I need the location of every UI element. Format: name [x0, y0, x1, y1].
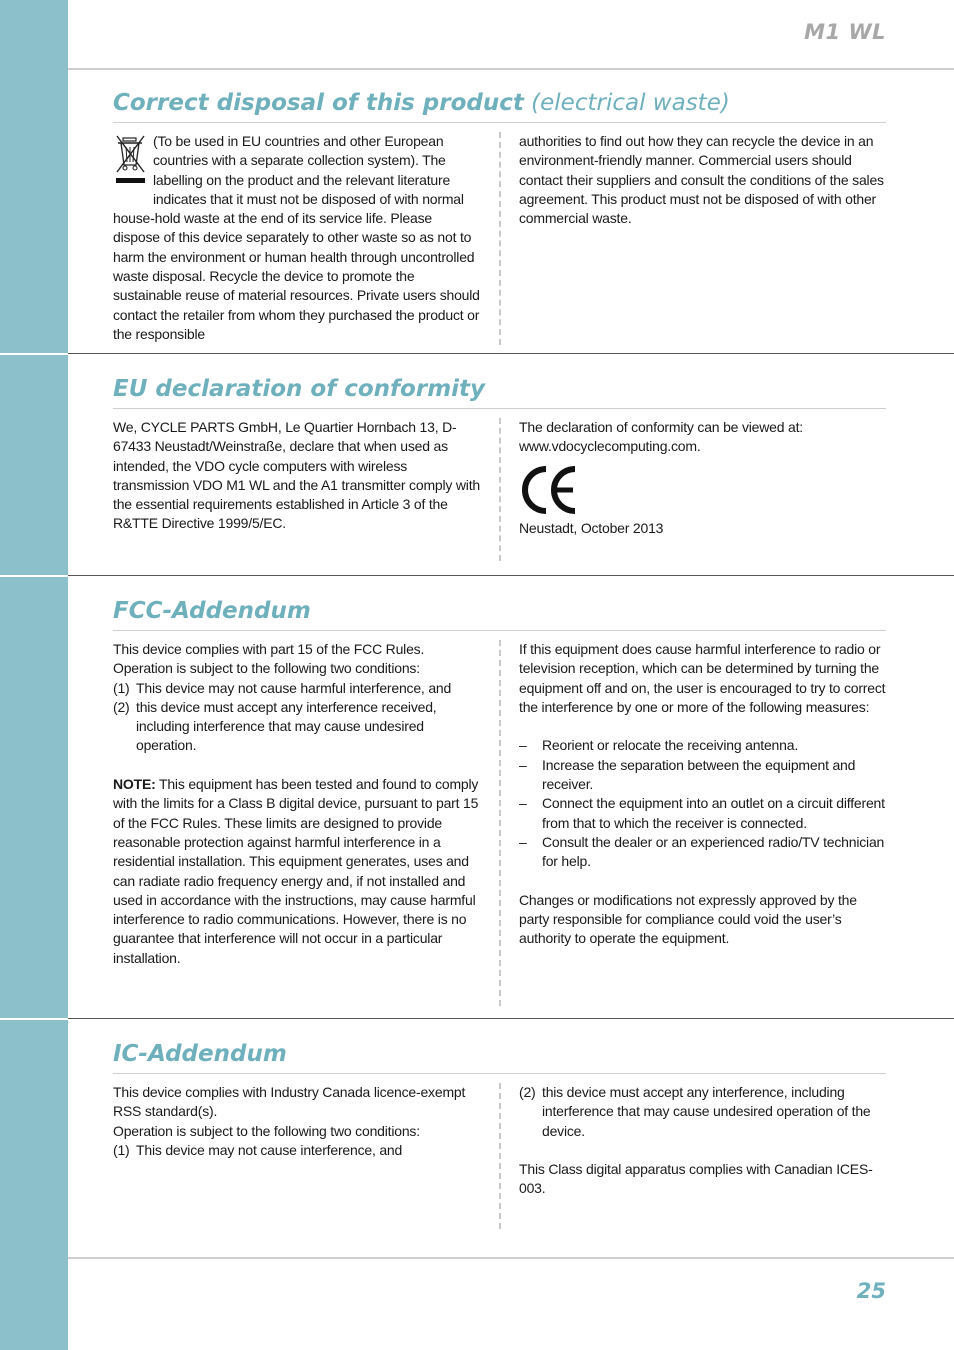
- column-left: [113, 418, 499, 561]
- column-left: [113, 640, 499, 1006]
- section-title: EU declaration of conformity: [113, 370, 886, 409]
- ic-intro: This device complies with Industry Canada licence-exempt RSS standard(s).: [113, 1084, 466, 1120]
- item-text: this device must accept any interference, including interference that may cause undesired operation of the device.: [542, 1084, 871, 1139]
- note-label: NOTE:: [113, 776, 156, 793]
- dash-bullet: –: [519, 756, 527, 773]
- column-left: [113, 132, 499, 345]
- section-rule: [68, 353, 954, 354]
- model-name: M1 WL: [804, 20, 886, 44]
- title-light: (electrical waste): [523, 90, 730, 116]
- header-rule: [68, 68, 954, 70]
- item-text: This device may not cause harmful interference, and: [136, 679, 452, 696]
- item-text: Consult the dealer or an experienced radio/TV technician for help.: [542, 833, 885, 870]
- footer-rule: [68, 1257, 954, 1259]
- section-ic: [113, 1035, 886, 1229]
- sidebar-divider: [0, 353, 68, 355]
- ic-class: This Class digital apparatus complies with Canadian ICES-003.: [519, 1161, 873, 1197]
- crossed-bin-icon: [113, 132, 147, 190]
- note-text: This equipment has been tested and found to comply with the limits for a Class B digital device, pursuant to part 15 of the FCC Rules. These limits are designed to provide reasonable protection against harmful interference in a residential installation. This equipment generates, uses and can radiate radio frequency energy and, if not installed and used in accordance with the instructions, may cause harmful interference to radio communications. However, there is no guarantee that interference will not occur in a particular installation.: [113, 776, 479, 966]
- column-left: [113, 1083, 499, 1229]
- section-title: IC-Addendum: [113, 1035, 886, 1074]
- fcc-conditions-intro: Operation is subject to the following two conditions:: [113, 660, 420, 677]
- fcc-changes: Changes or modifications not expressly approved by the party responsible for compliance could void the user’s authority to operate the equipment.: [519, 891, 857, 947]
- eu-place-date: Neustadt, October 2013: [519, 519, 664, 536]
- section-rule: [68, 1018, 954, 1019]
- list-item: [519, 833, 886, 872]
- ce-mark-icon: [519, 463, 579, 517]
- sidebar-band: [0, 0, 68, 1350]
- item-number: (1): [113, 679, 130, 696]
- list-item: [113, 679, 481, 698]
- page-number: 25: [856, 1279, 886, 1303]
- item-text: Increase the separation between the equipment and receiver.: [542, 756, 856, 793]
- section-title: [113, 84, 886, 123]
- eu-website: www.vdocyclecomputing.com.: [519, 438, 701, 455]
- item-number: (2): [519, 1084, 536, 1100]
- sidebar-divider: [0, 1018, 68, 1020]
- list-item: [519, 794, 886, 833]
- list-item: [113, 1141, 481, 1160]
- section-disposal: [113, 84, 886, 345]
- column-right: [499, 418, 886, 561]
- list-item: [519, 1083, 886, 1141]
- list-item: [519, 736, 886, 755]
- section-title: FCC-Addendum: [113, 592, 886, 631]
- column-right: [499, 1083, 886, 1229]
- item-text: Reorient or relocate the receiving antenna.: [542, 737, 799, 754]
- eu-viewed-at: The declaration of conformity can be viewed at:: [519, 419, 803, 435]
- fcc-intro: This device complies with part 15 of the FCC Rules.: [113, 641, 425, 657]
- section-fcc: [113, 592, 886, 1006]
- disposal-text-right: authorities to find out how they can recycle the device in an environment-friendly manner. Commercial users should contact their suppliers and consult the conditions of the sales agreement. This product must not be disposed of with other commercial waste.: [519, 133, 884, 227]
- disposal-text-left: (To be used in EU countries and other European countries with a separate collection system). The labelling on the product and the relevant literature indicates that it must not be disposed of with normal house-hold waste at the end of its service life. Please dispose of this device separately to other waste so as not to harm the environment or human health through uncontrolled waste disposal. Recycle the device to promote the sustainable reuse of material resources. Private users should contact the retailer from whom they purchased the product or the responsible: [113, 133, 480, 342]
- eu-text-left: We, CYCLE PARTS GmbH, Le Quartier Hornbach 13, D-67433 Neustadt/Weinstraße, declare that when used as intended, the VDO cycle computers with wireless transmission VDO M1 WL and the A1 transmitter comply with the essential requirements established in Article 3 of the R&TTE Directive 1999/5/EC.: [113, 419, 480, 532]
- ic-conditions-intro: Operation is subject to the following two conditions:: [113, 1122, 420, 1139]
- dash-bullet: –: [519, 833, 527, 850]
- dash-bullet: –: [519, 737, 527, 754]
- column-right: [499, 640, 886, 1006]
- fcc-note: [113, 775, 481, 968]
- list-item: [519, 756, 886, 795]
- list-item: [113, 698, 481, 756]
- item-text: this device must accept any interference received, including interference that may cause undesired operation.: [136, 698, 437, 754]
- item-text: This device may not cause interference, and: [136, 1141, 403, 1158]
- item-number: (2): [113, 698, 130, 715]
- item-number: (1): [113, 1141, 130, 1158]
- section-eu-declaration: [113, 370, 886, 561]
- column-right: [499, 132, 886, 345]
- sidebar-divider: [0, 575, 68, 577]
- dash-bullet: –: [519, 795, 527, 812]
- section-rule: [68, 575, 954, 576]
- title-bold: Correct disposal of this product: [113, 90, 524, 116]
- item-text: Connect the equipment into an outlet on a circuit different from that to which the receiver is connected.: [542, 795, 885, 831]
- fcc-right-intro: If this equipment does cause harmful interference to radio or television reception, which can be determined by turning the equipment off and on, the user is encouraged to try to correct the interference by one or more of the following measures:: [519, 641, 886, 715]
